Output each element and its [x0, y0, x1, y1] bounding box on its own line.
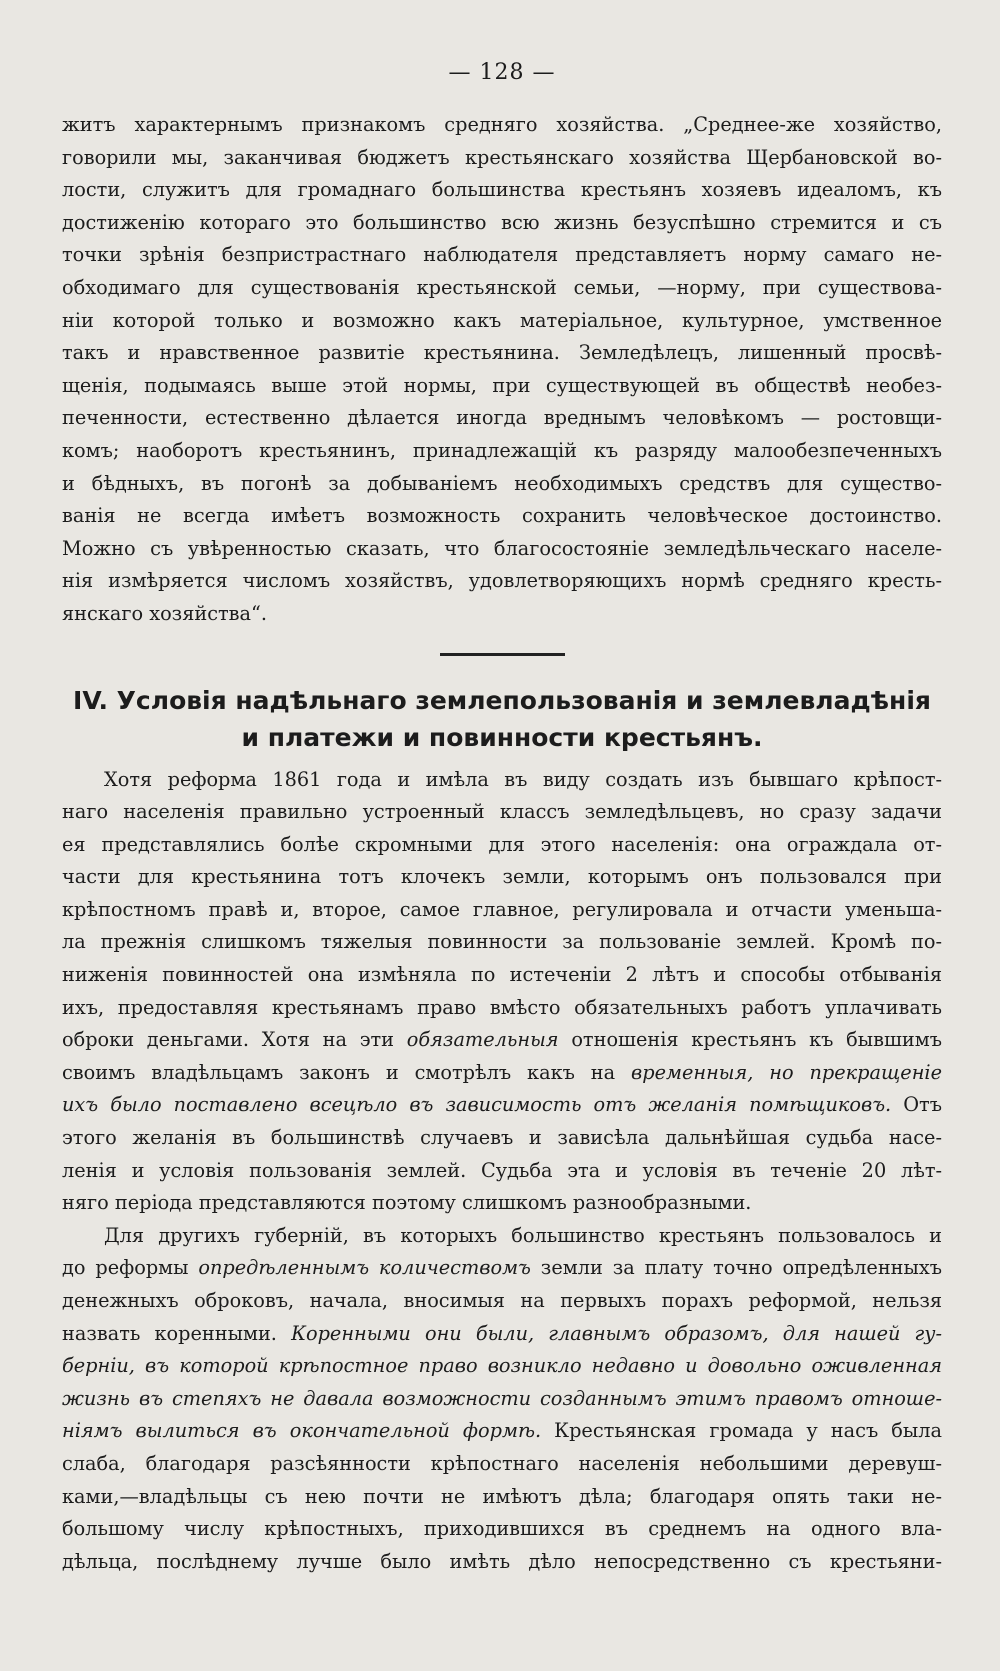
- text-line: ленія и условія пользованія землей. Судьба эта и условія въ теченіе 20 лѣт-: [62, 1158, 942, 1182]
- text-line: ла прежнія слишкомъ тяжелыя повинности за пользованіе землей. Кромѣ по-: [62, 930, 942, 954]
- text-run: земли за плату точно опредѣленныхъ: [540, 1256, 943, 1280]
- text-line: ніи которой только и возможно какъ матеріальное, культурное, умственное: [62, 308, 942, 332]
- text-line: ихъ, предоставляя крестьянамъ право вмѣсто обязательныхъ работъ уплачивать: [62, 995, 942, 1019]
- text-run: Крестьянская громада у насъ была: [554, 1419, 942, 1443]
- text-run: назвать коренными.: [62, 1321, 277, 1345]
- text-line: дѣльца, послѣднему лучше было имѣть дѣло непосредственно съ крестьяни-: [62, 1549, 942, 1573]
- text-line: обходимаго для существованія крестьянской семьи, —норму, при существова-: [62, 275, 942, 299]
- text-line: Можно съ увѣренностью сказать, что благосостояніе земледѣльческаго населе-: [62, 536, 942, 560]
- text-run: оброки деньгами. Хотя на эти: [62, 1028, 395, 1052]
- page-number: — 128 —: [448, 60, 556, 85]
- text-line: щенія, подымаясь выше этой нормы, при существующей въ обществѣ необез-: [62, 373, 942, 397]
- text-line: ниженія повинностей она измѣняла по истеченіи 2 лѣтъ и способы отбыванія: [62, 963, 942, 987]
- text-line: ея представлялись болѣе скромными для этого населенія: она ограждала от-: [62, 832, 942, 856]
- text-line: [62, 1415, 942, 1448]
- italic-text: Коренными они были, главнымъ образомъ, для нашей гу-: [291, 1321, 942, 1345]
- text-line: [62, 1350, 942, 1383]
- text-line: [62, 1024, 942, 1057]
- paragraph-reform: [62, 764, 942, 1220]
- text-line: такъ и нравственное развитіе крестьянина. Земледѣлецъ, лишенный просвѣ-: [62, 341, 942, 365]
- text-line: крѣпостномъ правѣ и, второе, самое главное, регулировала и отчасти уменьша-: [62, 897, 942, 921]
- section-heading: [62, 682, 942, 756]
- text-line: ками,—владѣльцы съ нею почти не имѣютъ дѣла; благодаря опять таки не-: [62, 1484, 942, 1508]
- text-line: [62, 1318, 942, 1351]
- section-divider: [440, 653, 565, 656]
- paragraph-other-provinces: [62, 1220, 942, 1579]
- text-line: Для другихъ губерній, въ которыхъ большинство крестьянъ пользовалось и: [104, 1223, 942, 1247]
- text-line: лости, служитъ для громаднаго большинства крестьянъ хозяевъ идеаломъ, къ: [62, 178, 942, 202]
- text-line: [62, 1057, 942, 1090]
- text-line: [62, 1252, 942, 1285]
- text-line: большому числу крѣпостныхъ, приходившихся въ среднемъ на одного вла-: [62, 1517, 942, 1541]
- section-heading-line: IV. Условія надѣльнаго землепользованія и землевладѣнія: [73, 685, 931, 715]
- text-line: нія измѣряется числомъ хозяйствъ, удовлетворяющихъ нормѣ средняго кресть-: [62, 569, 942, 593]
- text-line: и бѣдныхъ, въ погонѣ за добываніемъ необходимыхъ средствъ для существо-: [62, 471, 942, 495]
- text-line: Хотя реформа 1861 года и имѣла въ виду создать изъ бывшаго крѣпост-: [104, 767, 942, 791]
- italic-text: жизнь въ степяхъ не давала возможности созданнымъ этимъ правомъ отноше-: [62, 1386, 942, 1410]
- text-run: своимъ владѣльцамъ законъ и смотрѣлъ какъ на: [62, 1060, 616, 1084]
- paragraph-continued: [62, 109, 942, 631]
- italic-text: ихъ было поставлено всецѣло въ зависимость отъ желанія помѣщиковъ.: [62, 1093, 892, 1117]
- text-run: до реформы: [62, 1256, 189, 1280]
- text-line: говорили мы, заканчивая бюджетъ крестьянскаго хозяйства Щербановской во-: [62, 145, 942, 169]
- text-line: ванія не всегда имѣетъ возможность сохранить человѣческое достоинство.: [62, 504, 942, 528]
- text-line: достиженію котораго это большинство всю жизнь безуспѣшно стремится и съ: [62, 210, 942, 234]
- text-line: этого желанія въ большинствѣ случаевъ и зависѣла дальнѣйшая судьба насе-: [62, 1126, 942, 1150]
- text-line: точки зрѣнія безпристрастнаго наблюдателя представляетъ норму самаго не-: [62, 243, 942, 267]
- italic-text: временныя, но прекращеніе: [631, 1060, 942, 1084]
- text-line: комъ; наоборотъ крестьянинъ, принадлежащій къ разряду малообезпеченныхъ: [62, 438, 942, 462]
- text-run: отношенія крестьянъ къ бывшимъ: [571, 1028, 942, 1052]
- text-line: янскаго хозяйства“.: [62, 601, 268, 625]
- text-line: житъ характернымъ признакомъ средняго хозяйства. „Среднее-же хозяйство,: [62, 113, 942, 136]
- section-heading-line: и платежи и повинности крестьянъ.: [241, 722, 763, 752]
- text-line: части для крестьянина тотъ клочекъ земли, которымъ онъ пользовался при: [62, 865, 942, 889]
- italic-text: ніямъ вылиться въ окончательной формѣ.: [62, 1419, 542, 1443]
- italic-text: обязательныя: [406, 1028, 559, 1052]
- italic-text: берніи, въ которой крѣпостное право возникло недавно и довольно оживленная: [62, 1354, 942, 1378]
- text-line: печенности, естественно дѣлается иногда вреднымъ человѣкомъ — ростовщи-: [62, 406, 942, 430]
- italic-text: опредѣленнымъ количествомъ: [198, 1256, 531, 1280]
- text-run: Отъ: [903, 1093, 942, 1117]
- body-text: [62, 109, 942, 1578]
- text-line: няго періода представляются поэтому слишкомъ разнообразными.: [62, 1191, 752, 1215]
- text-line: [62, 1383, 942, 1416]
- text-line: слаба, благодаря разсѣянности крѣпостнаго населенія небольшими деревуш-: [62, 1451, 942, 1475]
- text-line: [62, 1089, 942, 1122]
- text-line: денежныхъ оброковъ, начала, вносимыя на первыхъ порахъ реформой, нельзя: [62, 1289, 942, 1312]
- text-line: наго населенія правильно устроенный классъ земледѣльцевъ, но сразу задачи: [62, 800, 942, 824]
